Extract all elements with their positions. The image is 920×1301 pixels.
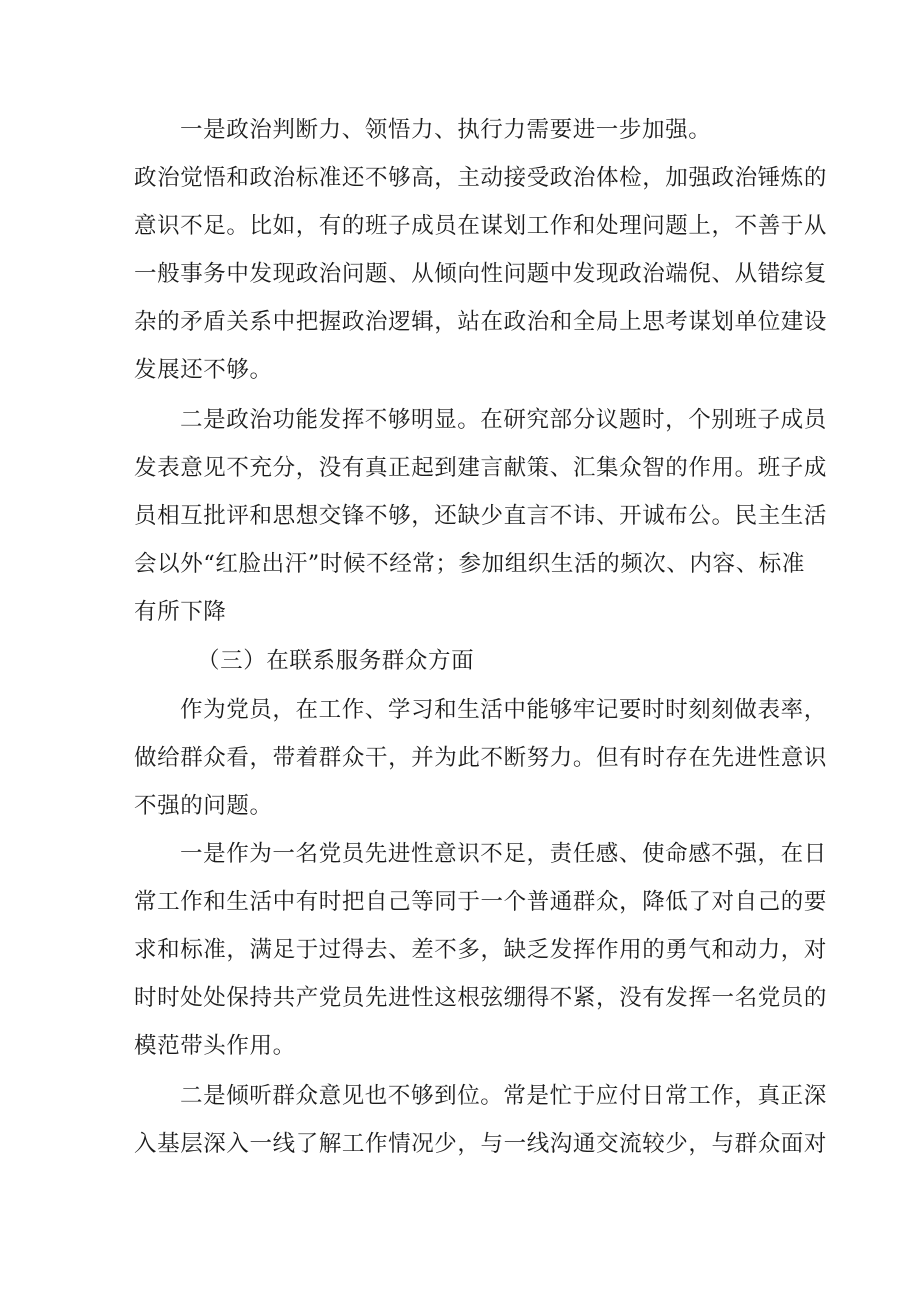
text-line: 意识不足。比如，有的班子成员在谋划工作和处理问题上，不善于从 (134, 213, 828, 239)
text-line: 作为党员，在工作、学习和生活中能够牢记要时时刻刻做表率， (180, 697, 827, 723)
section-heading: （三）在联系服务群众方面 (197, 648, 475, 674)
text-line: 有所下降 (134, 599, 227, 625)
text-line: 一是作为一名党员先进性意识不足，责任感、使命感不强，在日 (180, 841, 827, 867)
text-line: 发展还不够。 (134, 357, 273, 383)
text-line: 常工作和生活中有时把自己等同于一个普通群众，降低了对自己的要 (134, 889, 828, 915)
text-line: 政治觉悟和政治标准还不够高，主动接受政治体检，加强政治锤炼的 (134, 165, 828, 191)
text-line: 二是倾听群众意见也不够到位。常是忙于应付日常工作，真正深 (180, 1083, 827, 1109)
text-line: 会以外“红脸出汗”时候不经常；参加组织生活的频次、内容、标准 (134, 551, 806, 577)
text-line: 一是政治判断力、领悟力、执行力需要进一步加强。 (180, 117, 712, 143)
text-line: 一般事务中发现政治问题、从倾向性问题中发现政治端倪、从错综复 (134, 261, 828, 287)
text-line: 发表意见不充分，没有真正起到建言献策、汇集众智的作用。班子成 (134, 455, 828, 481)
text-line: 模范带头作用。 (134, 1033, 296, 1059)
text-line: 员相互批评和思想交锋不够，还缺少直言不讳、开诚布公。民主生活 (134, 503, 828, 529)
text-line: 不强的问题。 (134, 793, 273, 819)
text-line: 求和标准，满足于过得去、差不多，缺乏发挥作用的勇气和动力，对 (134, 937, 828, 963)
text-line: 杂的矛盾关系中把握政治逻辑，站在政治和全局上思考谋划单位建设 (134, 309, 828, 335)
text-line: 二是政治功能发挥不够明显。在研究部分议题时，个别班子成员 (180, 407, 827, 433)
text-line: 入基层深入一线了解工作情况少，与一线沟通交流较少，与群众面对 (134, 1131, 828, 1157)
text-line: 时时处处保持共产党员先进性这根弦绷得不紧，没有发挥一名党员的 (134, 985, 828, 1011)
text-line: 做给群众看，带着群众干，并为此不断努力。但有时存在先进性意识 (134, 745, 828, 771)
